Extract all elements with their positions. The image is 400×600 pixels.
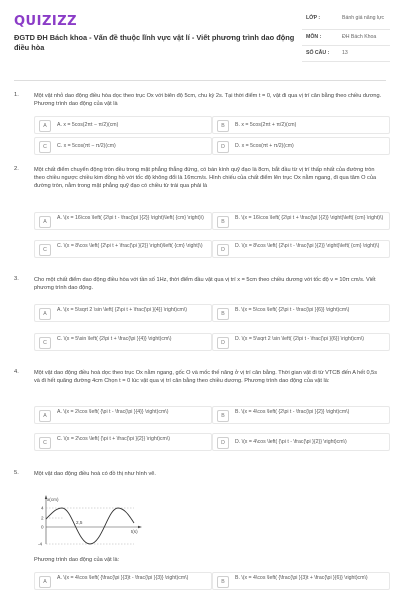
option-text: D. \(x = 8\cos \left( {2\pi t - \frac{\pi }{2}} \right)\left( {cm} \right)\) xyxy=(235,243,380,249)
option-3c[interactable] xyxy=(34,333,212,351)
option-letter: A xyxy=(39,576,51,588)
option-letter: A xyxy=(39,120,51,132)
graph-x-label: t(s) xyxy=(131,529,138,534)
question-number: 3. xyxy=(14,276,19,282)
info-row-count xyxy=(302,46,390,62)
option-3d[interactable] xyxy=(212,333,390,351)
option-4b[interactable] xyxy=(212,406,390,424)
question-number: 5. xyxy=(14,470,19,476)
graph-y-tick: 2 xyxy=(41,515,44,521)
info-label: LỚP : xyxy=(306,15,321,21)
quizizz-logo: QUIZIZZ xyxy=(14,14,78,29)
option-letter: D xyxy=(217,244,229,256)
question-number: 1. xyxy=(14,92,19,98)
option-letter: C xyxy=(39,437,51,449)
option-letter: D xyxy=(217,337,229,349)
question-text: Một vật dao động điều hoà có đồ thị như hình vẽ. xyxy=(34,471,156,477)
option-5b[interactable] xyxy=(212,572,390,590)
info-value: Bánh giá năng lực xyxy=(342,15,385,21)
option-letter: B xyxy=(217,120,229,132)
option-letter: D xyxy=(217,141,229,153)
option-1b[interactable] xyxy=(212,116,390,134)
option-text: B. \(x = 4\cos \left( {2\pi t - \frac{\pi }{2}} \right)cm\) xyxy=(235,409,350,415)
option-2c[interactable] xyxy=(34,240,212,258)
option-text: B. \(x = 16\cos \left( {2\pi t + \frac{\pi }{2}} \right)\left( {cm} \right)\) xyxy=(235,215,384,221)
graph-y-label: x(cm) xyxy=(47,497,59,502)
option-letter: A xyxy=(39,308,51,320)
option-text: B. x = 5cos(2πt + π/2)(cm) xyxy=(235,122,297,128)
question-text: Một vật nhỏ dao động điều hòa dọc theo trục Ox với biên độ 5cm, chu kỳ 2s. Tại thời điểm t = 0, vật đi qua vị trí cân bằng theo chiều dương. Phương trình dao động của vật là xyxy=(34,93,382,107)
option-letter: C xyxy=(39,141,51,153)
info-row-subject xyxy=(302,30,390,46)
option-letter: D xyxy=(217,437,229,449)
info-value: 13 xyxy=(342,50,348,56)
option-letter: B xyxy=(217,308,229,320)
option-text: D. \(x = 5\sqrt 2 \sin \left( {2\pi t - \frac{\pi }{6}} \right)cm\) xyxy=(235,336,365,342)
info-label: MÔN : xyxy=(306,34,322,40)
option-letter: A xyxy=(39,410,51,422)
option-1d[interactable] xyxy=(212,137,390,155)
graph-y-tick: 4 xyxy=(41,505,44,511)
option-text: C. \(x = 8\cos \left( {2\pi t + \frac{\pi }{2}} \right)\left( {cm} \right)\) xyxy=(57,243,203,249)
option-text: B. \(x = 4\cos \left( {\frac{\pi }{3}t + \frac{\pi }{6}} \right)cm\) xyxy=(235,575,368,581)
info-value: ĐH Bách Khoa xyxy=(342,34,377,40)
option-letter: B xyxy=(217,576,229,588)
option-2b[interactable] xyxy=(212,212,390,230)
option-text: A. x = 5cos(2πt − π/2)(cm) xyxy=(57,122,119,128)
option-3a[interactable] xyxy=(34,304,212,322)
option-letter: C xyxy=(39,244,51,256)
option-4c[interactable] xyxy=(34,433,212,451)
graph-curve xyxy=(46,508,134,544)
option-text: D. \(x = 4\cos \left( {\pi t - \frac{\pi }{2}} \right)cm\) xyxy=(235,439,347,445)
option-letter: A xyxy=(39,216,51,228)
option-text: A. \(x = 5\sqrt 2 \sin \left( {2\pi t + \frac{\pi }{4}} \right)cm\) xyxy=(57,307,188,313)
option-4a[interactable] xyxy=(34,406,212,424)
option-1a[interactable] xyxy=(34,116,212,134)
option-text: C. \(x = 5\sin \left( {2\pi t + \frac{\pi }{4}} \right)cm\) xyxy=(57,336,172,342)
option-text: D. x = 5cos(πt + π/2)(cm) xyxy=(235,143,294,149)
info-label: SỐ CÂU : xyxy=(306,50,330,56)
option-text: A. \(x = 2\cos \left( {\pi t - \frac{\pi }{4}} \right)cm\) xyxy=(57,409,169,415)
option-text: A. \(x = 16\cos \left( {2\pi t - \frac{\pi }{2}} \right)\left( {cm} \right)\) xyxy=(57,215,204,221)
question-number: 2. xyxy=(14,166,19,172)
option-text: C. \(x = 2\cos \left( {\pi t + \frac{\pi }{2}} \right)cm\) xyxy=(57,436,171,442)
option-letter: C xyxy=(39,337,51,349)
option-4d[interactable] xyxy=(212,433,390,451)
option-text: A. \(x = 4\cos \left( {\frac{\pi }{3}t - \frac{\pi }{3}} \right)cm\) xyxy=(57,575,189,581)
question-text: Một vật dao động điều hoà dọc theo trục Ox nằm ngang, gốc O và mốc thế năng ở vị trí cân bằng. Thời gian vật đi từ VTCB đến A hết 0,5s và đi hết quãng đường 4cm Chọn t = 0 lúc vật qua vị trí cân bằng theo chiều dương. Phương trình dao động của vật là: xyxy=(34,370,378,384)
option-letter: B xyxy=(217,410,229,422)
question-number: 4. xyxy=(14,369,19,375)
question-text: Một chất điểm chuyển động tròn đều trong mặt phẳng thẳng đứng, có bán kính quỹ đạo là 8cm, bắt đầu từ vị trí thấp nhất của đường tròn theo chiều ngược chiều kim đồng hồ với tốc độ không đổi là 16πcm/s. Hình chiếu của chất điểm lên trục Ox nằm ngang, đi qua tâm O của đường tròn, nằm trong mặt phẳng quỹ đạo có chiều từ trái qua phải là xyxy=(34,167,377,189)
option-letter: B xyxy=(217,216,229,228)
question-text: Phương trình dao động của vật là: xyxy=(34,557,120,563)
graph-x-tick: 2,5 xyxy=(76,520,83,525)
oscillation-graph xyxy=(34,495,144,547)
graph-y-tick: -4 xyxy=(38,541,43,547)
option-2a[interactable] xyxy=(34,212,212,230)
option-1c[interactable] xyxy=(34,137,212,155)
option-text: B. \(x = 5\cos \left( {2\pi t - \frac{\pi }{6}} \right)cm\) xyxy=(235,307,350,313)
option-2d[interactable] xyxy=(212,240,390,258)
page-title: ĐGTD ĐH Bách khoa - Vấn đề thuộc lĩnh vực vật lí - Viết phương trình dao động điều hòa xyxy=(14,33,295,52)
axis-arrow-icon xyxy=(138,526,142,528)
header-divider xyxy=(14,80,386,81)
info-row-class xyxy=(302,11,390,30)
option-text: C. x = 5cos(πt − π/2)(cm) xyxy=(57,143,116,149)
graph-y-tick: 0 xyxy=(41,524,44,530)
question-text: Cho một chất điểm dao động điều hòa với tần số 1Hz, thời điểm đầu vật qua vị trí x = 5cm theo chiều dương với tốc độ v = 10π cm/s. Viết phương trình dao động. xyxy=(34,277,376,291)
option-5a[interactable] xyxy=(34,572,212,590)
option-3b[interactable] xyxy=(212,304,390,322)
